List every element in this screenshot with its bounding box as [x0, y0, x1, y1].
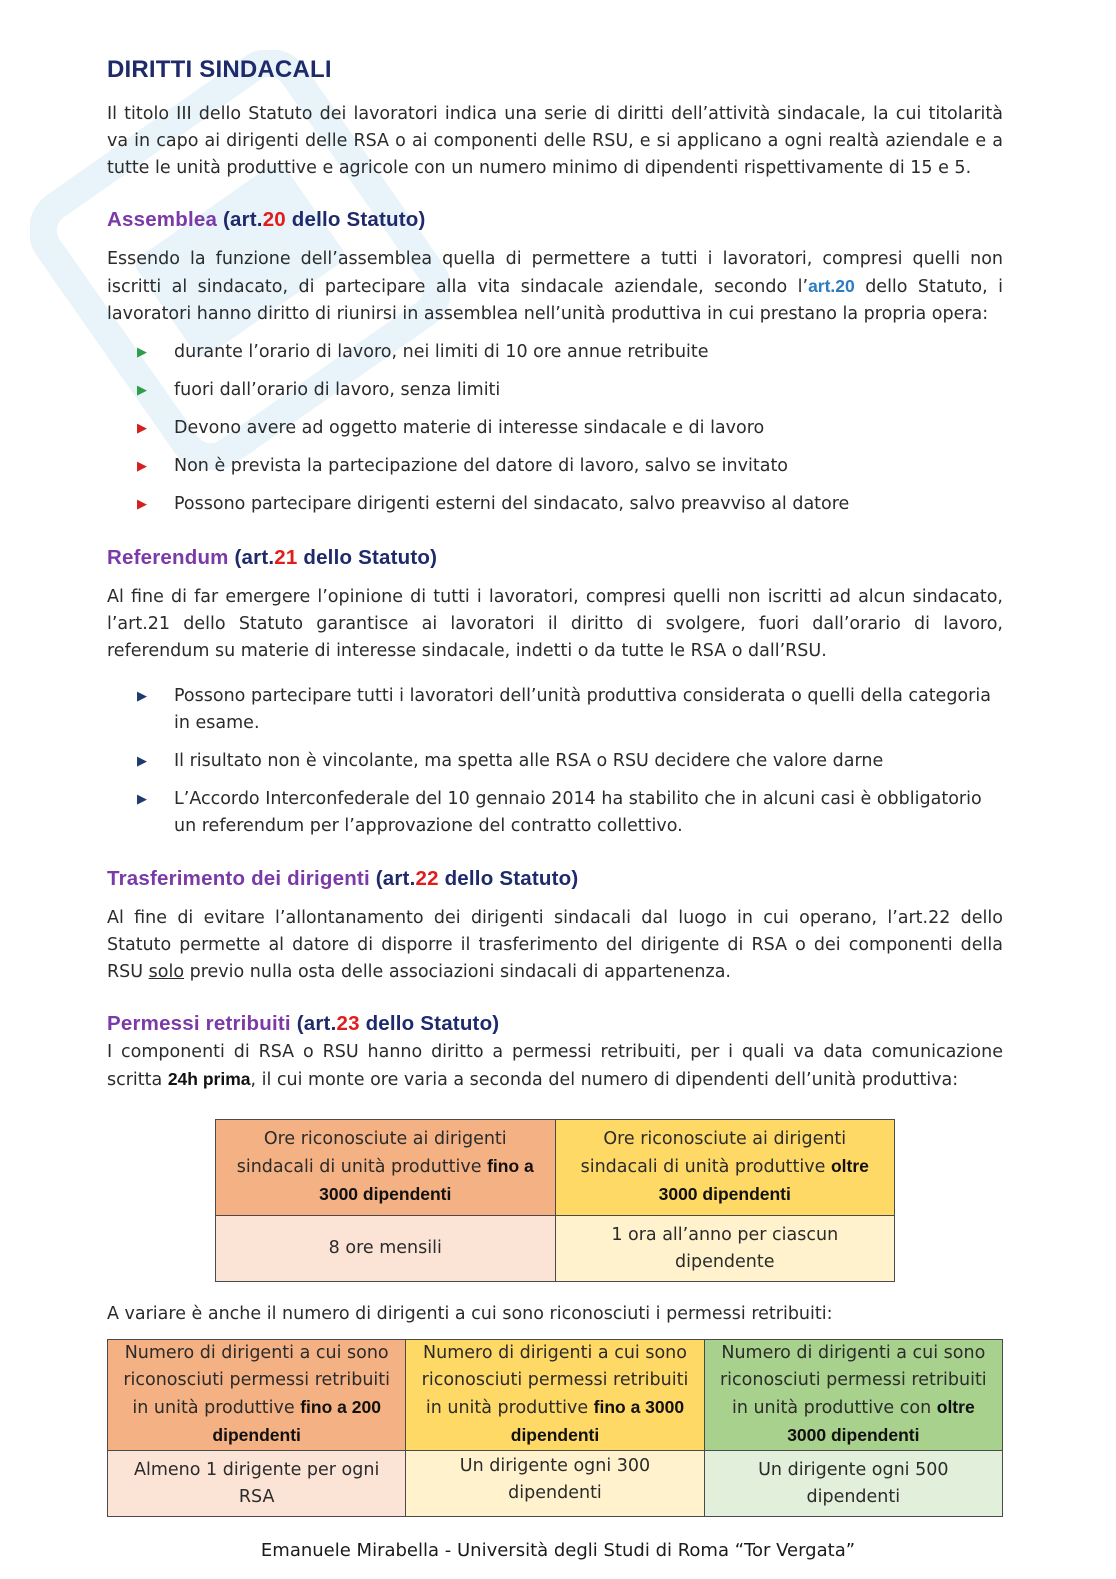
permessi-paragraph [107, 1039, 1003, 1094]
list-item: ▶ fuori dall’orario di lavoro, senza limiti [137, 377, 1003, 404]
list-item: ▶ Possono partecipare dirigenti esterni del sindacato, salvo preavviso al datore [137, 491, 1003, 518]
list-item: ▶ L’Accordo Interconfederale del 10 gennaio 2014 ha stabilito che in alcuni casi è obbligatorio un referendum per l’approvazione del contratto collettivo. [137, 786, 1003, 840]
heading-art-open: (art. [234, 546, 275, 569]
table-row [108, 1340, 1003, 1451]
trasferimento-underlined: solo [148, 962, 185, 982]
heading-art-open: (art. [222, 208, 263, 231]
heading-trasferimento [107, 867, 578, 891]
table-row [216, 1216, 895, 1282]
trasferimento-text-b: previo nulla osta delle associazioni sindacali di appartenenza. [184, 962, 731, 982]
assemblea-text-b: dello Statuto, i lavoratori hanno diritto di riunirsi in assemblea nell’unità produttiva in cui prestano la propria opera: [107, 277, 1003, 324]
table-cell: Almeno 1 dirigente per ogni RSA [108, 1451, 406, 1517]
triangle-bullet-icon: ▶ [137, 459, 147, 474]
heading-art-close: dello Statuto) [285, 208, 426, 231]
table-header-cell: Numero di dirigenti a cui sono riconosciuti permessi retribuiti in unità produttive con oltre 3000 dipendenti [704, 1340, 1002, 1451]
heading-art-close: dello Statuto) [359, 1012, 500, 1035]
heading-referendum [107, 546, 437, 570]
referendum-paragraph: Al fine di far emergere l’opinione di tutti i lavoratori, compresi quelli non iscritti ad alcun sindacato, l’art.21 dello Statuto garantisce ai lavoratori il diritto di svolgere, fuori dall’orario di lavoro, referendum su materie di interesse sindacale, indetti o da tutte le RSA o dall’RSU. [107, 587, 1003, 661]
heading-topic: Trasferimento dei dirigenti [107, 867, 370, 890]
triangle-bullet-icon: ▶ [137, 689, 147, 704]
table-row [108, 1451, 1003, 1517]
table-header-cell: Numero di dirigenti a cui sono riconosciuti permessi retribuiti in unità produttive fino a 3000 dipendenti [406, 1340, 704, 1451]
heading-permessi [107, 1012, 499, 1036]
list-item: ▶ Non è prevista la partecipazione del datore di lavoro, salvo se invitato [137, 453, 1003, 480]
between-text: A variare è anche il numero di dirigenti a cui sono riconosciuti i permessi retribuiti: [107, 1304, 833, 1324]
triangle-bullet-icon: ▶ [137, 421, 147, 436]
triangle-bullet-icon: ▶ [137, 345, 147, 360]
heading-art-number: 23 [336, 1012, 360, 1035]
heading-art-open: (art. [375, 867, 416, 890]
assemblea-bullet-list [137, 339, 1003, 518]
assemblea-art-reference: art.20 [808, 276, 855, 296]
permessi-text-a: I componenti di RSA o RSU hanno diritto a permessi retribuiti, per i quali va data comunicazione scritta [107, 1042, 1003, 1090]
table-cell: 8 ore mensili [216, 1216, 556, 1282]
table-header-cell: Ore riconosciute ai dirigenti sindacali di unità produttive oltre 3000 dipendenti [555, 1120, 895, 1216]
page-footer: Emanuele Mirabella - Università degli Studi di Roma “Tor Vergata” [260, 1540, 856, 1561]
triangle-bullet-icon: ▶ [137, 497, 147, 512]
page-title: DIRITTI SINDACALI [107, 56, 332, 83]
permessi-bold: 24h prima [167, 1069, 251, 1089]
table-row [216, 1120, 895, 1216]
heading-art-close: dello Statuto) [297, 546, 438, 569]
ore-table [215, 1119, 895, 1282]
triangle-bullet-icon: ▶ [137, 792, 147, 807]
table-header-cell: Numero di dirigenti a cui sono riconosciuti permessi retribuiti in unità produttive fino a 200 dipendenti [108, 1340, 406, 1451]
assemblea-text-a: Essendo la funzione dell’assemblea quella di permettere a tutti i lavoratori, compresi quelli non iscritti al sindacato, di partecipare alla vita sindacale aziendale, secondo l’ [107, 249, 1003, 297]
heading-topic: Assemblea [107, 208, 218, 231]
heading-art-number: 22 [415, 867, 439, 890]
trasferimento-text-a: Al fine di evitare l’allontanamento dei dirigenti sindacali dal luogo in cui operano, l’art.22 dello Statuto permette al datore di disporre il trasferimento del dirigente di RSA o dei componenti della RSU [107, 908, 1003, 982]
heading-topic: Referendum [107, 546, 229, 569]
heading-art-number: 21 [274, 546, 298, 569]
list-item: ▶ Il risultato non è vincolante, ma spetta alle RSA o RSU decidere che valore darne [137, 748, 1003, 775]
heading-topic: Permessi retribuiti [107, 1012, 291, 1035]
table-cell: 1 ora all’anno per ciascun dipendente [555, 1216, 895, 1282]
list-item: ▶ durante l’orario di lavoro, nei limiti di 10 ore annue retribuite [137, 339, 1003, 366]
table-cell: Un dirigente ogni 300 dipendenti [406, 1451, 704, 1517]
list-item: ▶ Possono partecipare tutti i lavoratori dell’unità produttiva considerata o quelli della categoria in esame. [137, 683, 1003, 737]
list-item: ▶ Devono avere ad oggetto materie di interesse sindacale e di lavoro [137, 415, 1003, 442]
assemblea-paragraph [107, 246, 1003, 328]
triangle-bullet-icon: ▶ [137, 383, 147, 398]
referendum-bullet-list [137, 683, 1003, 840]
table-cell: Un dirigente ogni 500 dipendenti [704, 1451, 1002, 1517]
heading-art-close: dello Statuto) [438, 867, 579, 890]
permessi-text-b: , il cui monte ore varia a seconda del numero di dipendenti dell’unità produttiva: [250, 1070, 959, 1090]
intro-paragraph: Il titolo III dello Statuto dei lavoratori indica una serie di diritti dell’attività sindacale, la cui titolarità va in capo ai dirigenti delle RSA o ai componenti delle RSU, e si applicano a ogni realtà aziendale e a tutte le unità produttive e agricole con un numero minimo di dipendenti rispettivamente di 15 e 5. [107, 104, 1003, 178]
dirigenti-table [107, 1339, 1003, 1517]
triangle-bullet-icon: ▶ [137, 754, 147, 769]
trasferimento-paragraph [107, 905, 1003, 986]
heading-art-number: 20 [262, 208, 286, 231]
heading-assemblea [107, 208, 426, 232]
table-header-cell: Ore riconosciute ai dirigenti sindacali di unità produttive fino a 3000 dipendenti [216, 1120, 556, 1216]
heading-art-open: (art. [296, 1012, 337, 1035]
